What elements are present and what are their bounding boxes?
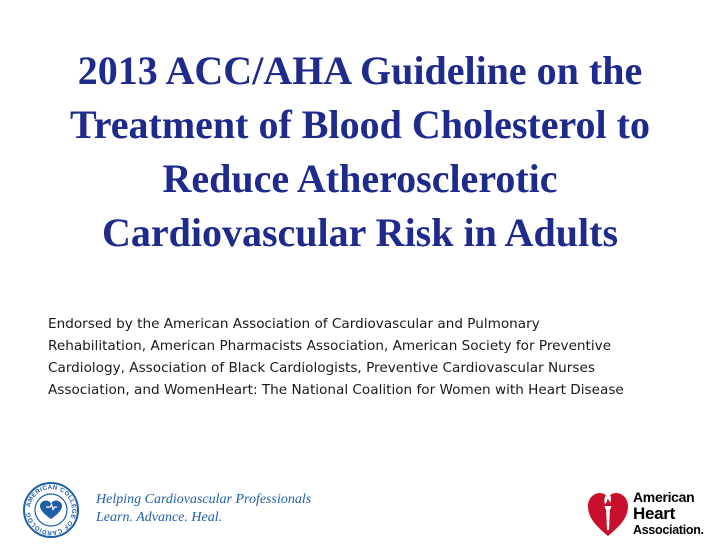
aha-name-line-2: Heart xyxy=(633,504,675,523)
endorsement-line-3: Cardiology, Association of Black Cardiologists, Preventive Cardiovascular Nurses xyxy=(48,360,595,376)
acc-seal-icon xyxy=(22,481,80,539)
acc-tagline-line-2: Learn. Advance. Heal. xyxy=(96,510,223,525)
title-line-1: 2013 ACC/AHA Guideline on the xyxy=(77,48,643,93)
heart-torch-icon xyxy=(586,486,630,538)
title-line-2: Treatment of Blood Cholesterol to xyxy=(70,102,650,147)
endorsement-line-4: Association, and WomenHeart: The National Coalition for Women with Heart Disease xyxy=(48,382,624,398)
acc-tagline xyxy=(96,491,311,527)
acc-tagline-line-1: Helping Cardiovascular Professionals xyxy=(96,492,312,507)
title-line-4: Cardiovascular Risk in Adults xyxy=(101,210,619,255)
aha-name-line-1: American xyxy=(633,489,695,505)
aha-wordmark xyxy=(633,489,704,537)
endorsement-text xyxy=(48,313,688,401)
acc-seal-text: AMERICAN COLLEGE OF CARDIOLOG xyxy=(25,483,78,537)
title-line-3: Reduce Atherosclerotic xyxy=(162,156,558,201)
slide-title xyxy=(20,44,700,260)
aha-name-line-3: Association. xyxy=(633,523,704,537)
endorsement-line-2: Rehabilitation, American Pharmacists Association, American Society for Preventive xyxy=(48,338,612,354)
endorsement-line-1: Endorsed by the American Association of Cardiovascular and Pulmonary xyxy=(48,316,540,332)
